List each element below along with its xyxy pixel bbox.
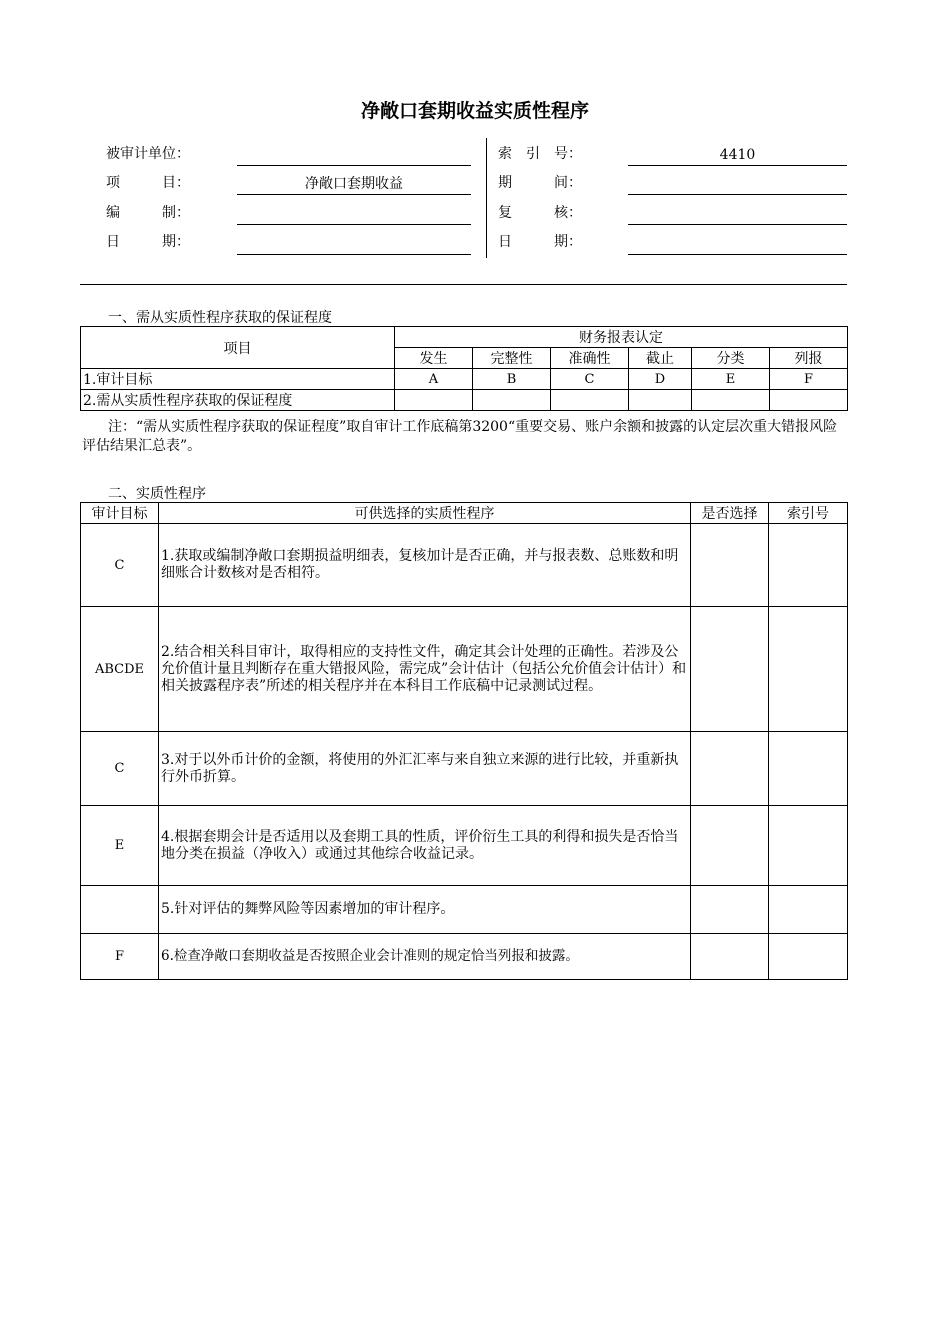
assurance-table <box>80 326 848 411</box>
cell[interactable] <box>770 390 848 411</box>
index-cell[interactable] <box>769 934 848 980</box>
col-selected: 是否选择 <box>691 503 769 524</box>
header-divider <box>486 138 487 258</box>
col-occurrence: 发生 <box>395 348 473 369</box>
target-cell: F <box>81 934 159 980</box>
period-label: 期 间： <box>498 175 582 191</box>
row-label: 2.需从实质性程序获取的保证程度 <box>81 390 395 411</box>
target-cell: E <box>81 806 159 886</box>
date-right-label: 日 期： <box>498 234 582 250</box>
procedure-cell: 4.根据套期会计是否适用以及套期工具的性质，评价衍生工具的利得和损失是否恰当地分类在损益（净收入）或通过其他综合收益记录。 <box>159 806 691 886</box>
col-accuracy: 准确性 <box>551 348 629 369</box>
col-presentation: 列报 <box>770 348 848 369</box>
index-cell[interactable] <box>769 886 848 934</box>
page-title: 净敞口套期收益实质性程序 <box>360 100 589 122</box>
section1-heading: 一、需从实质性程序获取的保证程度 <box>108 310 332 326</box>
col-completeness: 完整性 <box>473 348 551 369</box>
assertion-group-header: 财务报表认定 <box>395 327 848 348</box>
index-cell[interactable] <box>769 524 848 607</box>
section1-note: 注：“需从实质性程序获取的保证程度”取自审计工作底稿第3200“重要交易、账户余额和披露的认定层次重大错报风险评估结果汇总表”。 <box>82 419 838 454</box>
selected-cell[interactable] <box>691 524 769 607</box>
cell: D <box>629 369 692 390</box>
preparer-field[interactable] <box>237 204 471 225</box>
col-classification: 分类 <box>692 348 770 369</box>
procedure-cell: 2.结合相关科目审计，取得相应的支持性文件，确定其会计处理的正确性。若涉及公允价值计量且判断存在重大错报风险，需完成”会计估计（包括公允价值会计估计）和相关披露程序表”所述的相关程序并在本科目工作底稿中记录测试过程。 <box>159 607 691 732</box>
cell: C <box>551 369 629 390</box>
target-cell: ABCDE <box>81 607 159 732</box>
section2-heading: 二、实质性程序 <box>108 486 206 502</box>
cell: E <box>692 369 770 390</box>
col-target: 审计目标 <box>81 503 159 524</box>
cell: A <box>395 369 473 390</box>
index-cell[interactable] <box>769 732 848 806</box>
selected-cell[interactable] <box>691 886 769 934</box>
col-index: 索引号 <box>769 503 848 524</box>
cell[interactable] <box>473 390 551 411</box>
date-left-label: 日 期： <box>106 234 190 250</box>
auditee-label: 被审计单位： <box>106 146 190 162</box>
date-right-field[interactable] <box>628 234 847 255</box>
cell: B <box>473 369 551 390</box>
procedure-cell: 1.获取或编制净敞口套期损益明细表，复核加计是否正确，并与报表数、总账数和明细账合计数核对是否相符。 <box>159 524 691 607</box>
target-cell <box>81 886 159 934</box>
index-field[interactable]: 4410 <box>628 145 847 166</box>
reviewer-label: 复 核： <box>498 205 582 221</box>
item-label: 项 目： <box>106 175 190 191</box>
cell: F <box>770 369 848 390</box>
reviewer-field[interactable] <box>628 204 847 225</box>
item-field[interactable]: 净敞口套期收益 <box>237 174 471 195</box>
procedure-cell: 3.对于以外币计价的金额，将使用的外汇汇率与来自独立来源的进行比较，并重新执行外币折算。 <box>159 732 691 806</box>
cell[interactable] <box>629 390 692 411</box>
procedure-cell: 6.检查净敞口套期收益是否按照企业会计准则的规定恰当列报和披露。 <box>159 934 691 980</box>
period-field[interactable] <box>628 174 847 195</box>
procedure-cell: 5.针对评估的舞弊风险等因素增加的审计程序。 <box>159 886 691 934</box>
cell[interactable] <box>551 390 629 411</box>
selected-cell[interactable] <box>691 732 769 806</box>
col-procedure: 可供选择的实质性程序 <box>159 503 691 524</box>
item-header: 项目 <box>81 327 395 369</box>
target-cell: C <box>81 732 159 806</box>
selected-cell[interactable] <box>691 934 769 980</box>
index-cell[interactable] <box>769 806 848 886</box>
selected-cell[interactable] <box>691 806 769 886</box>
preparer-label: 编 制： <box>106 205 190 221</box>
selected-cell[interactable] <box>691 607 769 732</box>
row-label: 1.审计目标 <box>81 369 395 390</box>
auditee-field[interactable] <box>237 145 471 166</box>
header-rule <box>80 284 847 285</box>
index-cell[interactable] <box>769 607 848 732</box>
cell[interactable] <box>395 390 473 411</box>
date-left-field[interactable] <box>237 234 471 255</box>
cell[interactable] <box>692 390 770 411</box>
procedures-table <box>80 502 848 980</box>
index-label: 索 引 号： <box>498 146 582 162</box>
col-cutoff: 截止 <box>629 348 692 369</box>
target-cell: C <box>81 524 159 607</box>
